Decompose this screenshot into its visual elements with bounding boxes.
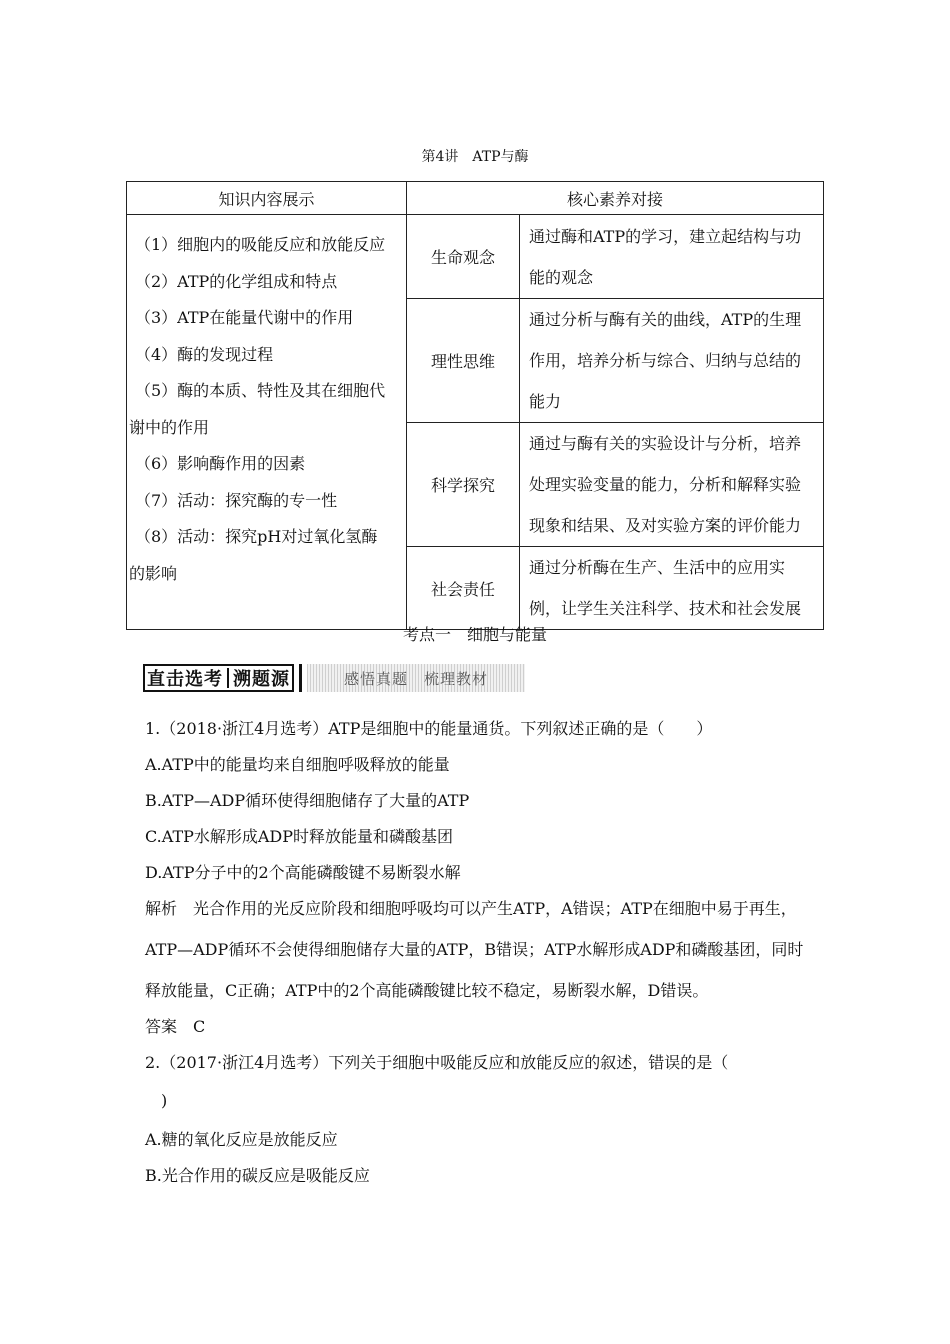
- knowledge-item: （8）活动：探究pH对过氧化氢酶: [135, 527, 378, 546]
- literacy-description: [520, 547, 824, 630]
- question-1-analysis-line: 释放能量，C正确；ATP中的2个高能磷酸键比较不稳定，易断裂水解，D错误。: [145, 981, 709, 1000]
- question-1-analysis-line: 解析 光合作用的光反应阶段和细胞呼吸均可以产生ATP，A错误；ATP在细胞中易于再生，: [145, 899, 797, 918]
- knowledge-item: 的影响: [129, 563, 178, 583]
- question-2-stem: 2.（2017·浙江4月选考）下列关于细胞中吸能反应和放能反应的叙述，错误的是（: [145, 1053, 729, 1072]
- banner-divider: [227, 668, 229, 688]
- literacy-description: [520, 299, 824, 423]
- knowledge-item: （4）酶的发现过程: [135, 344, 274, 364]
- literacy-line: 通过分析与酶有关的曲线，ATP的生理: [529, 310, 802, 329]
- question-1-option-b: B.ATP—ADP循环使得细胞储存了大量的ATP: [145, 791, 470, 810]
- overview-table: [126, 181, 824, 630]
- literacy-line: 通过酶和ATP的学习，建立起结构与功: [529, 226, 802, 246]
- banner-subtitle: 感悟真题 梳理教材: [307, 664, 525, 692]
- literacy-line: 能的观念: [529, 267, 594, 287]
- question-2-stem-end: ): [161, 1091, 168, 1110]
- literacy-line: 通过与酶有关的实验设计与分析，培养: [529, 434, 802, 453]
- banner-bar: [299, 664, 302, 692]
- literacy-line: 现象和结果、及对实验方案的评价能力: [529, 516, 802, 535]
- literacy-line: 能力: [529, 392, 562, 411]
- literacy-name: 生命观念: [407, 215, 520, 299]
- header-literacy: 核心素养对接: [407, 182, 824, 215]
- header-knowledge: 知识内容展示: [127, 182, 407, 215]
- section-banner: [143, 664, 525, 692]
- literacy-name: 科学探究: [407, 423, 520, 547]
- question-2-option-b: B.光合作用的碳反应是吸能反应: [145, 1166, 370, 1185]
- knowledge-item: （5）酶的本质、特性及其在细胞代: [135, 381, 386, 400]
- literacy-description: [520, 215, 824, 299]
- question-1-option-a: A.ATP中的能量均来自细胞呼吸释放的能量: [145, 755, 450, 774]
- literacy-description: [520, 423, 824, 547]
- question-1-stem: 1.（2018·浙江4月选考）ATP是细胞中的能量通货。下列叙述正确的是（ ）: [145, 719, 713, 738]
- section-heading: 考点一 细胞与能量: [402, 625, 547, 644]
- question-1-option-c: C.ATP水解形成ADP时释放能量和磷酸基团: [145, 827, 454, 846]
- banner-part1: 直击选考: [147, 669, 223, 690]
- question-1-option-d: D.ATP分子中的2个高能磷酸键不易断裂水解: [145, 863, 461, 882]
- literacy-line: 处理实验变量的能力，分析和解释实验: [529, 475, 802, 494]
- knowledge-item: （6）影响酶作用的因素: [135, 454, 306, 473]
- knowledge-item: （3）ATP在能量代谢中的作用: [135, 308, 354, 327]
- question-2-option-a: A.糖的氧化反应是放能反应: [145, 1130, 338, 1149]
- knowledge-item: （1）细胞内的吸能反应和放能反应: [135, 235, 386, 254]
- question-1-answer: 答案 C: [145, 1017, 206, 1036]
- page-title: 第4讲 ATP与酶: [421, 149, 529, 165]
- literacy-name: 社会责任: [407, 547, 520, 630]
- knowledge-item: 谢中的作用: [129, 417, 210, 437]
- knowledge-list: [127, 215, 407, 630]
- literacy-line: 作用，培养分析与综合、归纳与总结的: [529, 351, 802, 370]
- literacy-line: 通过分析酶在生产、生活中的应用实: [529, 558, 786, 577]
- question-1-analysis-line: ATP—ADP循环不会使得细胞储存大量的ATP，B错误；ATP水解形成ADP和磷酸基团，同时: [145, 940, 804, 959]
- literacy-line: 例，让学生关注科学、技术和社会发展: [529, 599, 802, 618]
- banner-part2: 溯题源: [233, 669, 290, 690]
- literacy-name: 理性思维: [407, 299, 520, 423]
- knowledge-item: （2）ATP的化学组成和特点: [135, 271, 338, 291]
- knowledge-item: （7）活动：探究酶的专一性: [135, 490, 338, 510]
- banner-title: [143, 664, 294, 692]
